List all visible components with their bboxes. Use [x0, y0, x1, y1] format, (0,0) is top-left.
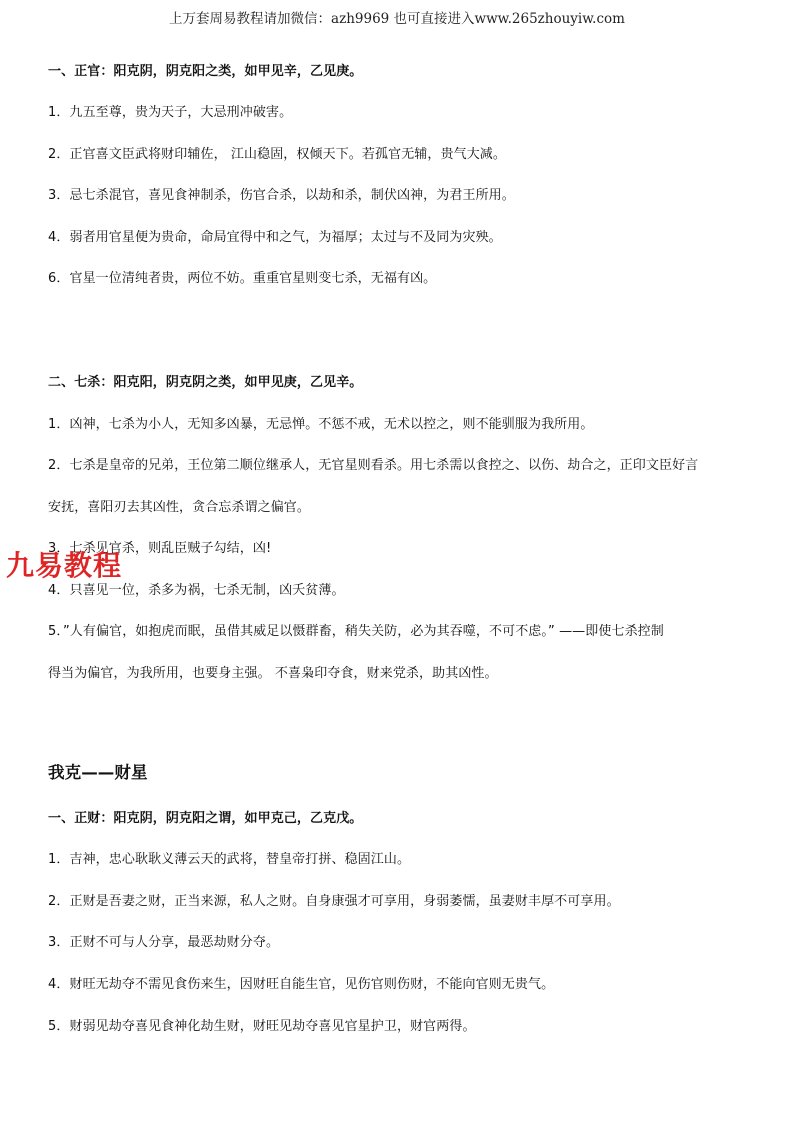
page-header-banner: 上万套周易教程请加微信：azh9969 也可直接进入www.265zhouyiw.com [169, 11, 625, 27]
section2-item: 2．七杀是皇帝的兄弟，王位第二顺位继承人，无官星则看杀。用七杀需以食控之、以伤、劫合之，正印文臣好言 [48, 458, 699, 473]
section1-heading: 一、正官：阳克阴，阴克阳之类，如甲见辛，乙见庚。 [48, 64, 363, 79]
section2-item: 得当为偏官，为我所用，也要身主强。 不喜枭印夺食，财来党杀，助其凶性。 [48, 666, 498, 681]
section2-item: 4．只喜见一位，杀多为祸，七杀无制，凶夭贫薄。 [48, 583, 345, 598]
section1-item: 4．弱者用官星便为贵命，命局宜得中和之气，为福厚；太过与不及同为灾殃。 [48, 230, 502, 245]
section3-item: 4．财旺无劫夺不需见食伤来生，因财旺自能生官，见伤官则伤财，不能向官则无贵气。 [48, 977, 555, 992]
section1-item: 1．九五至尊，贵为天子，大忌刑冲破害。 [48, 105, 293, 120]
section1-item: 6．官星一位清纯者贵，两位不妨。重重官星则变七杀，无福有凶。 [48, 271, 437, 286]
section2-heading: 二、七杀：阳克阳，阴克阴之类，如甲见庚，乙见辛。 [48, 375, 363, 390]
section3-item: 1．吉神，忠心耿耿义薄云天的武将，替皇帝打拼、稳固江山。 [48, 852, 411, 867]
section3-heading: 一、正财：阳克阴，阴克阳之谓，如甲克己，乙克戊。 [48, 811, 363, 826]
section2-item: 1．凶神，七杀为小人，无知多凶暴，无忌惮。不惩不戒，无术以控之，则不能驯服为我所用。 [48, 417, 594, 432]
watermark-logo: 九易教程 [6, 549, 123, 582]
section1-item: 3．忌七杀混官，喜见食神制杀，伤官合杀，以劫和杀，制伏凶神，为君王所用。 [48, 188, 515, 203]
section2-item: 5．”人有偏官，如抱虎而眠，虽借其威足以慑群畜，稍失关防，必为其吞噬，不可不虑。” ——即使七杀控制 [48, 624, 664, 639]
section2-item: 安抚，喜阳刃去其凶性，贪合忘杀谓之偏官。 [48, 500, 311, 515]
section3-title: 我克——财星 [48, 763, 148, 782]
section1-item: 2．正官喜文臣武将财印辅佐， 江山稳固，权倾天下。若孤官无辅，贵气大减。 [48, 147, 507, 162]
section3-item: 5．财弱见劫夺喜见食神化劫生财，财旺见劫夺喜见官星护卫，财官两得。 [48, 1019, 476, 1034]
section3-item: 3．正财不可与人分享，最恶劫财分夺。 [48, 935, 280, 950]
section2-item: 3．七杀见官杀，则乱臣贼子勾结，凶! [48, 541, 272, 556]
section3-item: 2．正财是吾妻之财，正当来源，私人之财。自身康强才可享用，身弱萎懦，虽妻财丰厚不可享用。 [48, 894, 620, 909]
